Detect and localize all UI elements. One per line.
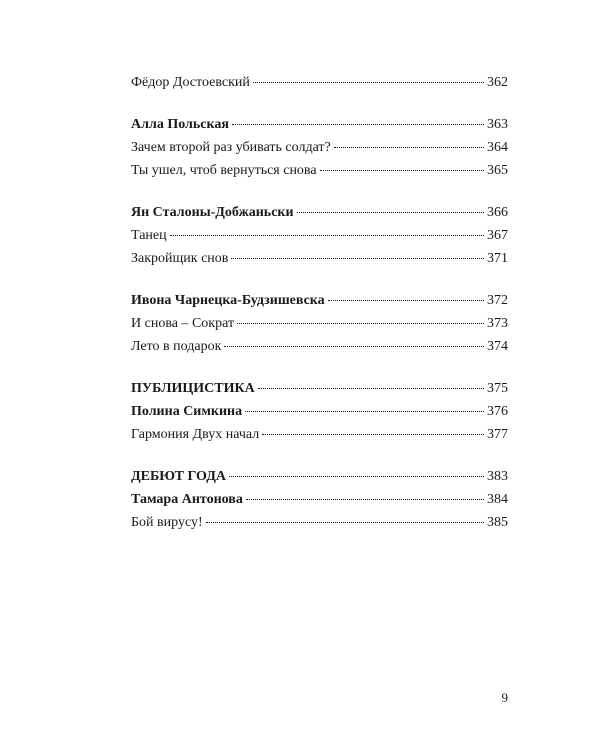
dot-leader [320,169,484,171]
toc-group [131,201,508,270]
toc-entry [131,511,508,534]
dot-leader [253,81,484,83]
dot-leader [206,521,484,523]
toc-author-entry [131,488,508,511]
toc-author-entry [131,113,508,136]
toc-entry-page: 373 [487,316,508,331]
toc-entry-title: ДЕБЮТ ГОДА [131,469,226,484]
toc-entry-page: 384 [487,492,508,507]
toc-entry-page: 375 [487,381,508,396]
dot-leader [297,211,484,213]
toc-entry-page: 366 [487,205,508,220]
toc-entry-page: 385 [487,515,508,530]
dot-leader [334,146,484,148]
dot-leader [246,498,484,500]
toc-entry [131,423,508,446]
toc-entry-title: Танец [131,228,167,243]
dot-leader [262,433,484,435]
toc-entry-page: 365 [487,163,508,178]
toc-entry-title: Полина Симкина [131,404,243,419]
toc-entry-page: 364 [487,140,508,155]
toc-entry-page: 374 [487,339,508,354]
toc-entry-title: Фёдор Достоевский [131,75,250,90]
toc-entry-title: Закройщик снов [131,251,229,266]
toc-section-entry [131,465,508,488]
toc-entry-title: ПУБЛИЦИСТИКА [131,381,255,396]
dot-leader [224,345,484,347]
dot-leader [245,410,484,412]
dot-leader [231,257,484,259]
toc-entry-page: 362 [487,75,508,90]
toc-entry-page: 383 [487,469,508,484]
toc-entry [131,224,508,247]
toc-entry-title: Ян Сталоны-Добжаньски [131,205,294,220]
toc-entry-title: Ты ушел, чтоб вернуться снова [131,163,317,178]
dot-leader [170,234,484,236]
dot-leader [328,299,484,301]
toc-entry [131,335,508,358]
toc-group [131,465,508,534]
toc-entry-page: 372 [487,293,508,308]
toc-entry-title: И снова – Сократ [131,316,235,331]
toc-entry [131,136,508,159]
dot-leader [258,387,484,389]
toc-entry-title: Ивона Чарнецка-Будзишевска [131,293,325,308]
toc-entry-title: Бой вирусу! [131,515,203,530]
toc-group [131,289,508,358]
toc-author-entry [131,289,508,312]
toc-section-entry [131,377,508,400]
toc-author-entry [131,201,508,224]
toc-entry-page: 363 [487,117,508,132]
toc-entry [131,159,508,182]
toc-entry [131,71,508,94]
dot-leader [232,123,484,125]
toc-group [131,377,508,446]
toc-entry-title: Лето в подарок [131,339,222,354]
dot-leader [229,475,484,477]
table-of-contents [131,71,508,553]
toc-entry-page: 377 [487,427,508,442]
toc-entry-title: Гармония Двух начал [131,427,260,442]
toc-group [131,113,508,182]
toc-entry-title: Зачем второй раз убивать солдат? [131,140,331,155]
toc-entry-title: Тамара Антонова [131,492,243,507]
toc-entry-page: 367 [487,228,508,243]
toc-group [131,71,508,94]
toc-entry-page: 376 [487,404,508,419]
page-number: 9 [501,690,508,705]
toc-author-entry [131,400,508,423]
dot-leader [237,322,484,324]
toc-entry [131,247,508,270]
toc-entry-title: Алла Польская [131,117,229,132]
toc-entry-page: 371 [487,251,508,266]
toc-entry [131,312,508,335]
